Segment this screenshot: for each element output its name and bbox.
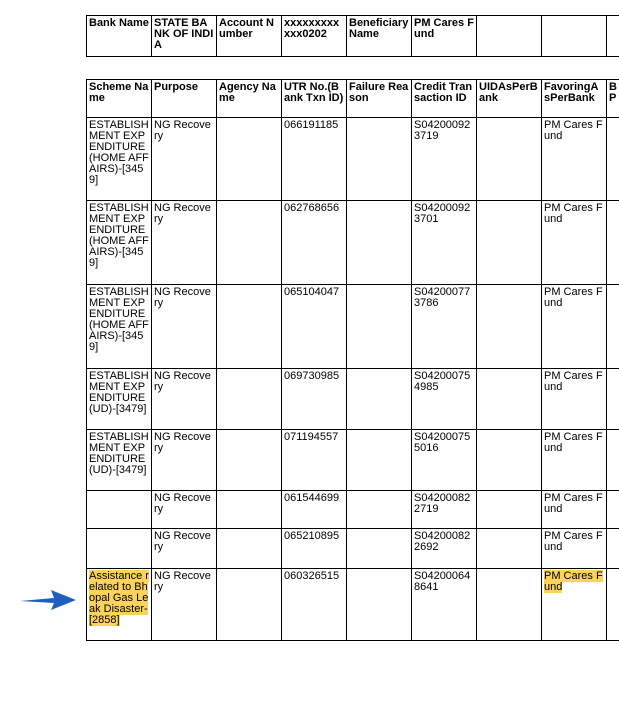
extra-cell (607, 529, 619, 569)
failure-reason-cell (347, 118, 412, 201)
beneficiary-name-label: Beneficiary Name (347, 16, 412, 57)
column-header: BP (607, 80, 619, 118)
table-header-row (87, 80, 619, 118)
empty-cell (542, 16, 607, 57)
favoring-cell: PM Cares Fund (542, 430, 607, 491)
failure-reason-cell (347, 569, 412, 641)
favoring-cell: PM Cares Fund (542, 369, 607, 430)
scheme-name-cell: ESTABLISHMENT EXPENDITURE (HOME AFFAIRS)-[3459] (87, 201, 152, 285)
utr-cell: 061544699 (282, 491, 347, 529)
utr-cell: 065210895 (282, 529, 347, 569)
column-header: Agency Name (217, 80, 282, 118)
empty-cell (607, 16, 619, 57)
favoring-cell: PM Cares Fund (542, 285, 607, 369)
utr-cell: 062768656 (282, 201, 347, 285)
purpose-cell: NG Recovery (152, 118, 217, 201)
credit-transaction-cell: S042000822719 (412, 491, 477, 529)
uid-cell (477, 569, 542, 641)
pointer-arrow-icon (18, 587, 78, 613)
bank-name-value: STATE BANK OF INDIA (152, 16, 217, 57)
bank-details-row (87, 16, 619, 57)
agency-name-cell (217, 529, 282, 569)
column-header: Credit Transaction ID (412, 80, 477, 118)
utr-cell: 060326515 (282, 569, 347, 641)
uid-cell (477, 369, 542, 430)
favoring-cell: PM Cares Fund (542, 491, 607, 529)
failure-reason-cell (347, 529, 412, 569)
column-header: FavoringAsPerBank (542, 80, 607, 118)
uid-cell (477, 118, 542, 201)
extra-cell (607, 430, 619, 491)
scheme-name-cell (87, 529, 152, 569)
favoring-cell: PM Cares Fund (542, 118, 607, 201)
table-row (87, 491, 619, 529)
scheme-name-cell: ESTABLISHMENT EXPENDITURE (HOME AFFAIRS)-[3459] (87, 285, 152, 369)
account-number-label: Account Number (217, 16, 282, 57)
credit-transaction-cell: S042000923701 (412, 201, 477, 285)
transactions-table (86, 79, 619, 641)
utr-cell: 065104047 (282, 285, 347, 369)
extra-cell (607, 201, 619, 285)
column-header: UTR No.(Bank Txn ID) (282, 80, 347, 118)
extra-cell (607, 569, 619, 641)
column-header: Failure Reason (347, 80, 412, 118)
utr-cell: 069730985 (282, 369, 347, 430)
purpose-cell: NG Recovery (152, 369, 217, 430)
agency-name-cell (217, 369, 282, 430)
uid-cell (477, 201, 542, 285)
favoring-cell: PM Cares Fund (542, 201, 607, 285)
failure-reason-cell (347, 430, 412, 491)
utr-cell: 071194557 (282, 430, 347, 491)
agency-name-cell (217, 569, 282, 641)
failure-reason-cell (347, 285, 412, 369)
bank-details-table (86, 15, 619, 57)
favoring-cell: PM Cares Fund (542, 529, 607, 569)
table-row (87, 201, 619, 285)
purpose-cell: NG Recovery (152, 491, 217, 529)
purpose-cell: NG Recovery (152, 529, 217, 569)
table-row (87, 118, 619, 201)
table-row (87, 369, 619, 430)
beneficiary-name-value: PM Cares Fund (412, 16, 477, 57)
uid-cell (477, 491, 542, 529)
extra-cell (607, 491, 619, 529)
credit-transaction-cell: S042000773786 (412, 285, 477, 369)
purpose-cell: NG Recovery (152, 430, 217, 491)
column-header: UIDAsPerBank (477, 80, 542, 118)
column-header: Scheme Name (87, 80, 152, 118)
credit-transaction-cell: S042000923719 (412, 118, 477, 201)
purpose-cell: NG Recovery (152, 201, 217, 285)
scheme-name-cell (87, 569, 152, 641)
failure-reason-cell (347, 491, 412, 529)
utr-cell: 066191185 (282, 118, 347, 201)
scheme-name-cell (87, 491, 152, 529)
account-number-value: xxxxxxxxxxxx0202 (282, 16, 347, 57)
table-row (87, 430, 619, 491)
uid-cell (477, 529, 542, 569)
extra-cell (607, 118, 619, 201)
purpose-cell: NG Recovery (152, 285, 217, 369)
empty-cell (477, 16, 542, 57)
credit-transaction-cell: S042000822692 (412, 529, 477, 569)
table-row-highlighted (87, 569, 619, 641)
highlighted-favoring: PM Cares Fund (544, 570, 603, 593)
agency-name-cell (217, 430, 282, 491)
agency-name-cell (217, 201, 282, 285)
table-row (87, 285, 619, 369)
scheme-name-cell: ESTABLISHMENT EXPENDITURE (UD)-[3479] (87, 369, 152, 430)
failure-reason-cell (347, 201, 412, 285)
highlighted-scheme-name: Assistance related to Bhopal Gas Leak Disaster-[2858] (89, 570, 149, 626)
purpose-cell: NG Recovery (152, 569, 217, 641)
failure-reason-cell (347, 369, 412, 430)
favoring-cell (542, 569, 607, 641)
agency-name-cell (217, 285, 282, 369)
credit-transaction-cell: S042000754985 (412, 369, 477, 430)
scheme-name-cell: ESTABLISHMENT EXPENDITURE (HOME AFFAIRS)-[3459] (87, 118, 152, 201)
extra-cell (607, 285, 619, 369)
bank-name-label: Bank Name (87, 16, 152, 57)
agency-name-cell (217, 491, 282, 529)
credit-transaction-cell: S042000648641 (412, 569, 477, 641)
credit-transaction-cell: S042000755016 (412, 430, 477, 491)
table-row (87, 529, 619, 569)
scheme-name-cell: ESTABLISHMENT EXPENDITURE (UD)-[3479] (87, 430, 152, 491)
column-header: Purpose (152, 80, 217, 118)
uid-cell (477, 285, 542, 369)
extra-cell (607, 369, 619, 430)
uid-cell (477, 430, 542, 491)
agency-name-cell (217, 118, 282, 201)
